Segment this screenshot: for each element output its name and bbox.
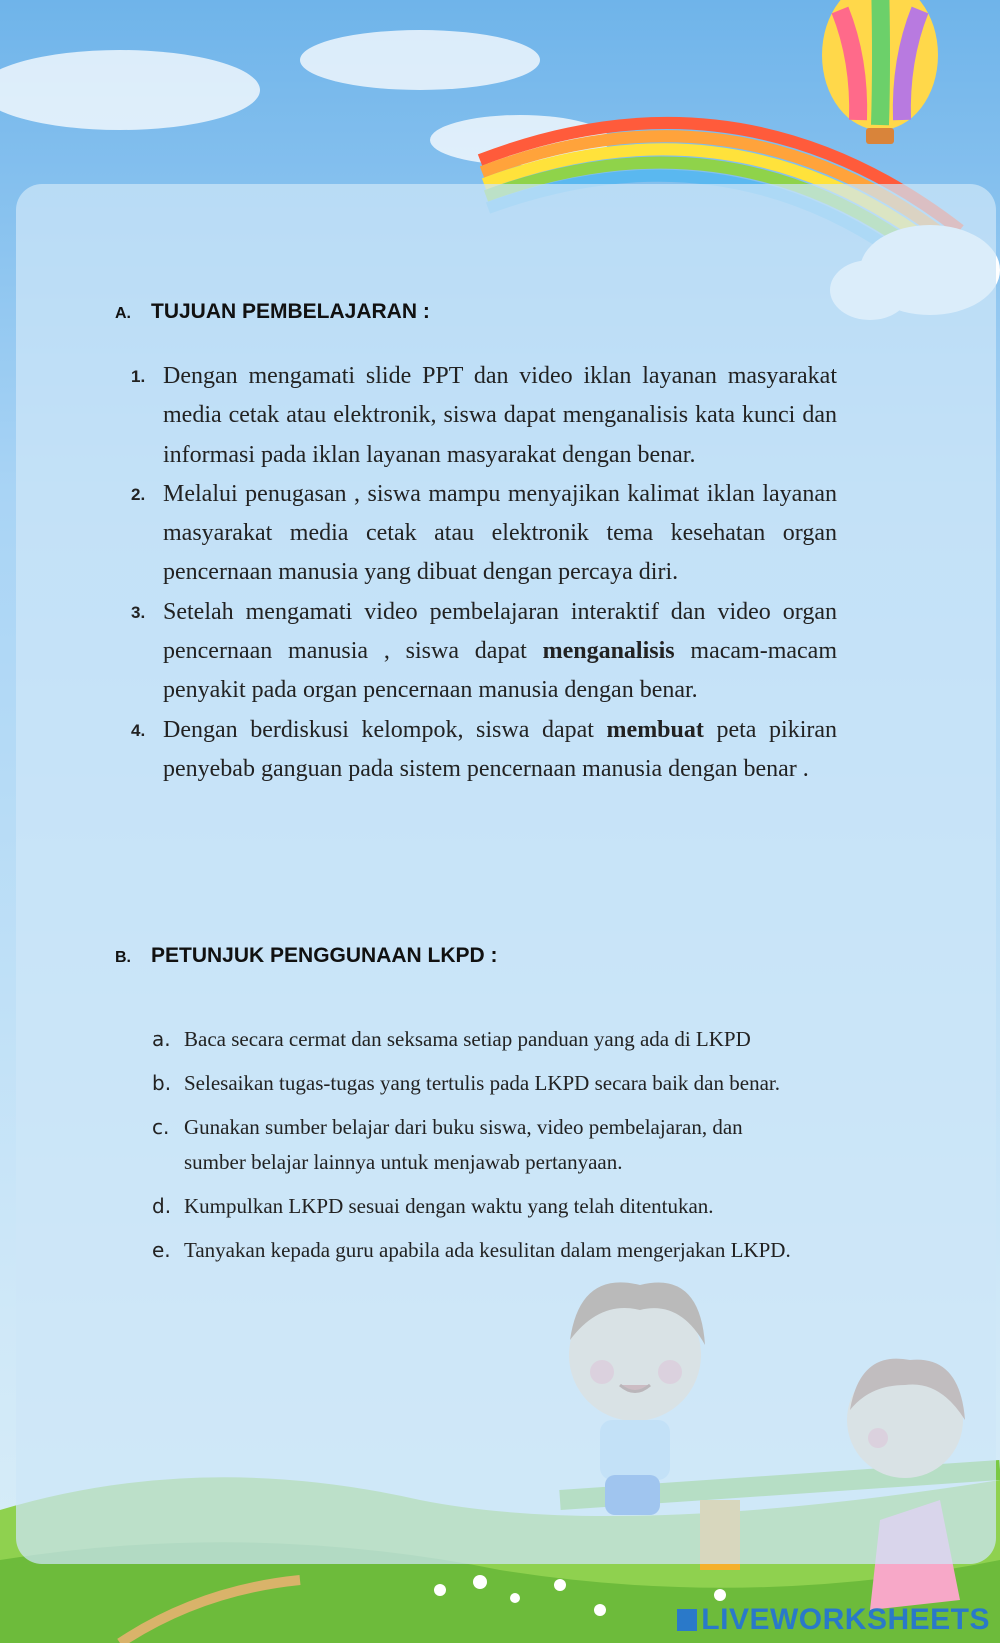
instruction-item-a bbox=[152, 1022, 792, 1057]
section-a-title: TUJUAN PEMBELAJARAN : bbox=[151, 300, 430, 323]
instruction-letter: e. bbox=[152, 1238, 171, 1262]
objective-number: 3. bbox=[131, 602, 146, 622]
lkpd-instructions-list bbox=[152, 1022, 792, 1277]
instruction-text: Kumpulkan LKPD sesuai dengan waktu yang telah ditentukan. bbox=[184, 1194, 714, 1218]
instruction-letter: d. bbox=[152, 1194, 172, 1218]
objective-item-2 bbox=[131, 475, 837, 593]
objective-text-pre: Setelah mengamati video pembelajaran interaktif dan video organ pencernaan manusia , siswa dapat bbox=[163, 598, 837, 665]
objective-number: 1. bbox=[131, 367, 146, 386]
instruction-text: Gunakan sumber belajar dari buku siswa, video pembelajaran, dan sumber belajar lainnya untuk menjawab pertanyaan. bbox=[184, 1115, 743, 1174]
objective-keyword: membuat bbox=[606, 716, 704, 743]
objective-item-1 bbox=[131, 357, 837, 475]
objective-text-post: peta pikiran penyebab ganguan pada sistem pencernaan manusia dengan benar . bbox=[163, 716, 838, 782]
instruction-letter: b. bbox=[152, 1071, 172, 1095]
section-a-letter: A. bbox=[115, 305, 131, 322]
section-a-heading bbox=[115, 300, 430, 324]
instruction-item-d bbox=[152, 1189, 792, 1224]
objective-text: Dengan mengamati slide PPT dan video iklan layanan masyarakat media cetak atau elektronik, siswa dapat menganalisis kata kunci dan informasi pada iklan layanan masyarakat dengan benar. bbox=[163, 363, 837, 468]
objective-text: Melalui penugasan , siswa mampu menyajikan kalimat iklan layanan masyarakat media cetak atau elektronik tema kesehatan organ pencernaan manusia yang dibuat dengan percaya diri. bbox=[163, 480, 837, 586]
objective-number: 2. bbox=[131, 484, 146, 504]
instruction-text: Tanyakan kepada guru apabila ada kesulitan dalam mengerjakan LKPD. bbox=[184, 1238, 791, 1262]
instruction-letter: c. bbox=[152, 1115, 170, 1139]
instruction-item-e bbox=[152, 1233, 792, 1268]
instruction-item-c bbox=[152, 1110, 792, 1180]
objective-item-4 bbox=[131, 711, 837, 790]
objective-keyword: menganalisis bbox=[542, 638, 675, 665]
objective-text-pre: Dengan berdiskusi kelompok, siswa dapat bbox=[163, 716, 607, 743]
instruction-item-b bbox=[152, 1066, 792, 1101]
liveworksheets-icon bbox=[677, 1609, 697, 1631]
brand-name: LIVEWORKSHEETS bbox=[701, 1603, 990, 1636]
section-b-letter: B. bbox=[115, 949, 131, 966]
section-b-title: PETUNJUK PENGGUNAAN LKPD : bbox=[151, 944, 498, 967]
section-b-heading bbox=[115, 944, 498, 968]
objective-number: 4. bbox=[131, 720, 146, 740]
learning-objectives-list bbox=[131, 357, 837, 789]
objective-text-post: macam-macam penyakit pada organ pencernaan manusia dengan benar. bbox=[163, 638, 837, 704]
instruction-text: Baca secara cermat dan seksama setiap panduan yang ada di LKPD bbox=[184, 1027, 751, 1051]
instruction-text: Selesaikan tugas-tugas yang tertulis pada LKPD secara baik dan benar. bbox=[184, 1071, 780, 1095]
hot-air-balloon-icon bbox=[822, 0, 938, 144]
objective-item-3 bbox=[131, 593, 837, 711]
liveworksheets-logo[interactable] bbox=[677, 1603, 990, 1637]
instruction-letter: a. bbox=[152, 1027, 171, 1051]
